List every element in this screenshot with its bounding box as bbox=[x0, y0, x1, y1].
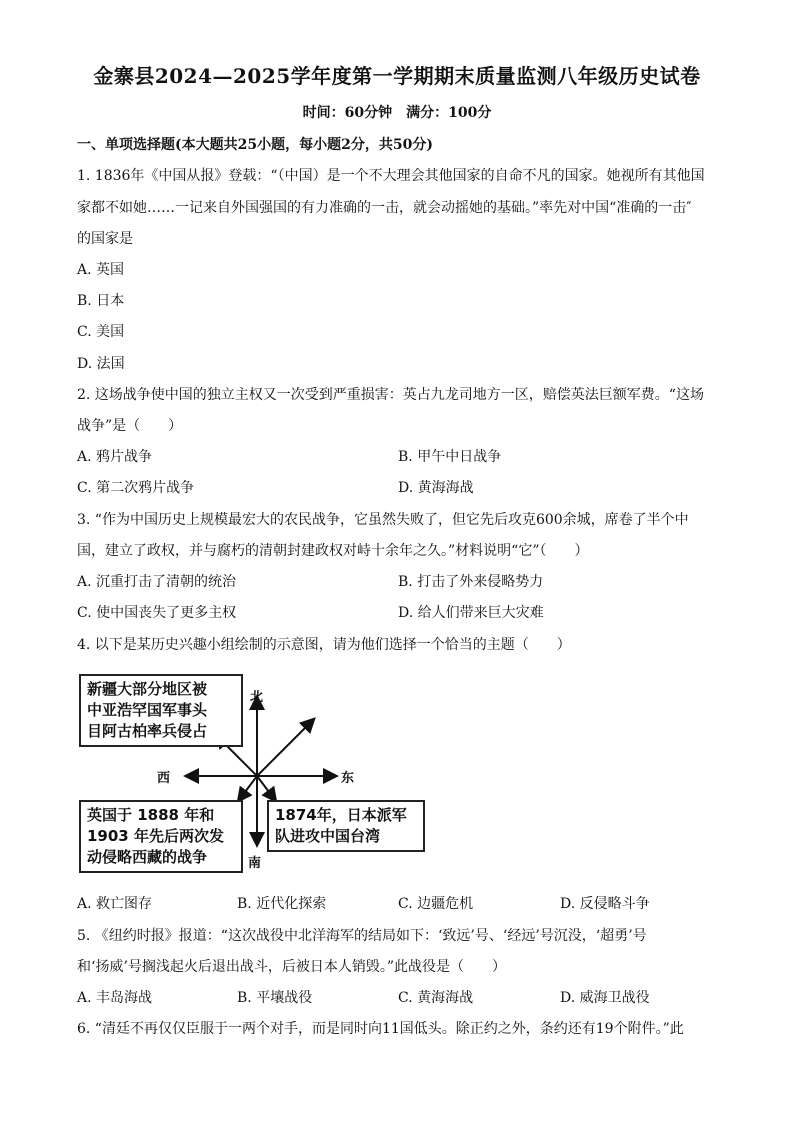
q1-option-c[interactable]: C. 美国 bbox=[77, 324, 125, 340]
question-2-line-1: 2. 这场战争使中国的独立主权又一次受到严重损害：英占九龙司地方一区，赔偿英法巨额军费。“这场 bbox=[77, 387, 704, 403]
diagram-box-southwest bbox=[79, 800, 243, 873]
q5-option-a[interactable]: A. 丰岛海战 bbox=[77, 990, 153, 1006]
question-3-line-1: 3. “作为中国历史上规模最宏大的农民战争，它虽然失败了，但它先后攻克600余城，席卷了半个中 bbox=[77, 512, 689, 528]
q5-option-b[interactable]: B. 平壤战役 bbox=[237, 990, 313, 1006]
q5-option-c[interactable]: C. 黄海海战 bbox=[398, 990, 474, 1006]
east-label: 东 bbox=[341, 771, 355, 786]
box-sw-line-2: 1903 年先后两次发 bbox=[87, 827, 224, 845]
q2-option-b[interactable]: B. 甲午中日战争 bbox=[398, 449, 502, 465]
q1-option-a[interactable]: A. 英国 bbox=[77, 262, 125, 278]
q4-option-b[interactable]: B. 近代化探索 bbox=[237, 896, 327, 912]
question-4-line-1: 4. 以下是某历史兴趣小组绘制的示意图，请为他们选择一个恰当的主题（ ） bbox=[77, 637, 571, 653]
box-sw-line-3: 动侵略西藏的战争 bbox=[87, 848, 208, 866]
q4-option-c[interactable]: C. 边疆危机 bbox=[398, 896, 474, 912]
box-nw-line-3: 目阿古柏率兵侵占 bbox=[87, 722, 208, 740]
southeast-arrow bbox=[257, 776, 275, 800]
box-se-line-1: 1874年，日本派军 bbox=[275, 806, 407, 824]
q3-option-a[interactable]: A. 沉重打击了清朝的统治 bbox=[77, 574, 237, 590]
north-label: 北 bbox=[250, 690, 264, 705]
q3-option-c[interactable]: C. 使中国丧失了更多主权 bbox=[77, 605, 237, 621]
q3-option-b[interactable]: B. 打击了外来侵略势力 bbox=[398, 574, 544, 590]
box-nw-line-2: 中亚浩罕国军事头 bbox=[87, 701, 208, 719]
compass-diagram bbox=[77, 672, 437, 882]
q2-option-c[interactable]: C. 第二次鸦片战争 bbox=[77, 480, 195, 496]
northeast-arrow bbox=[257, 720, 313, 776]
exam-subtitle: 时间：60分钟 满分：100分 bbox=[302, 105, 492, 121]
q1-option-d[interactable]: D. 法国 bbox=[77, 356, 125, 372]
box-nw-line-1: 新疆大部分地区被 bbox=[87, 680, 208, 698]
southwest-arrow bbox=[239, 776, 257, 800]
q1-option-b[interactable]: B. 日本 bbox=[77, 293, 125, 309]
q4-option-d[interactable]: D. 反侵略斗争 bbox=[560, 896, 650, 912]
question-2-line-2: 战争”是（ ） bbox=[77, 418, 183, 434]
box-sw-line-1: 英国于 1888 年和 bbox=[87, 806, 215, 824]
diagram-box-southeast bbox=[267, 800, 425, 852]
question-3-line-2: 国，建立了政权，并与腐朽的清朝封建政权对峙十余年之久。”材料说明“它”（ ） bbox=[77, 543, 589, 559]
question-5-line-2: 和‘扬威’号搁浅起火后退出战斗，后被日本人销毁。”此战役是（ ） bbox=[77, 959, 507, 975]
west-label: 西 bbox=[157, 771, 171, 786]
question-5-line-1: 5. 《纽约时报》报道：“这次战役中北洋海军的结局如下：‘致远’号、‘经远’号沉没，‘超勇’号 bbox=[77, 928, 647, 944]
question-6-line-1: 6. “清廷不再仅仅臣服于一两个对手，而是同时向11国低头。除正约之外，条约还有19个附件。”此 bbox=[77, 1021, 684, 1037]
q4-option-a[interactable]: A. 救亡图存 bbox=[77, 896, 153, 912]
south-label: 南 bbox=[248, 856, 262, 871]
q2-option-a[interactable]: A. 鸦片战争 bbox=[77, 449, 153, 465]
q5-option-d[interactable]: D. 威海卫战役 bbox=[560, 990, 650, 1006]
question-1-line-2: 家都不如她……一记来自外国强国的有力准确的一击，就会动摇她的基础。”率先对中国“准确的一击″ bbox=[77, 200, 692, 216]
q2-option-d[interactable]: D. 黄海海战 bbox=[398, 480, 474, 496]
q3-option-d[interactable]: D. 给人们带来巨大灾难 bbox=[398, 605, 544, 621]
diagram-box-northwest bbox=[79, 674, 243, 747]
exam-title: 金寨县2024—2025学年度第一学期期末质量监测八年级历史试卷 bbox=[93, 64, 701, 88]
question-1-line-1: 1. 1836年《中国从报》登载：“（中国）是一个不大理会其他国家的自命不凡的国家。她视所有其他国 bbox=[77, 168, 705, 184]
section-heading: 一、单项选择题(本大题共25小题，每小题2分，共50分) bbox=[77, 137, 433, 153]
box-se-line-2: 队进攻中国台湾 bbox=[275, 827, 381, 845]
question-1-line-3: 的国家是 bbox=[77, 231, 133, 247]
